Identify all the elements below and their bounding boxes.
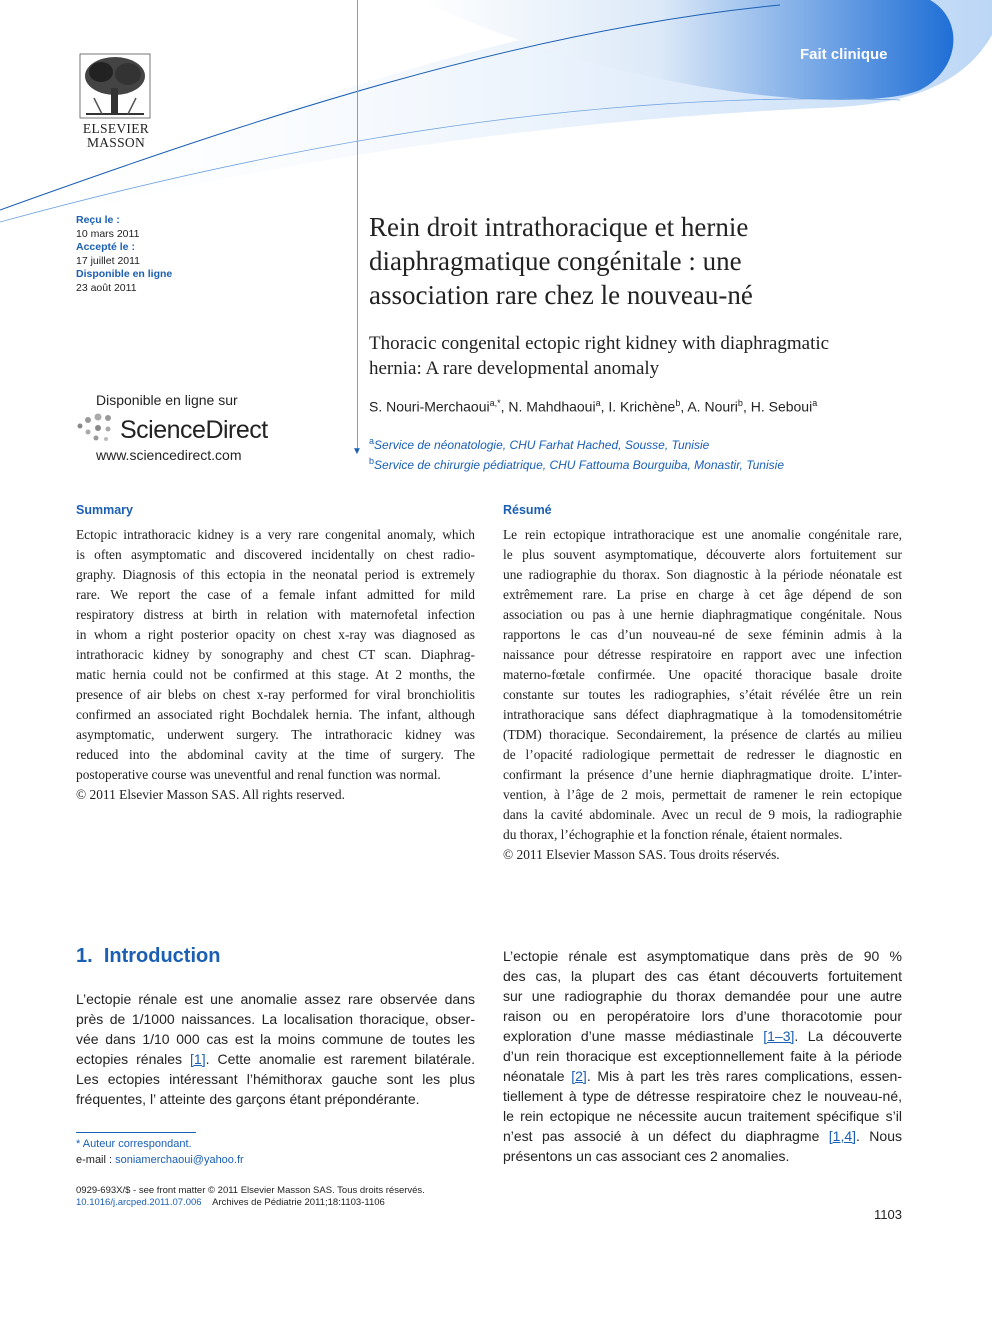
body-text: L’ectopie rénale est asymptomatique dans près de 90 % bbox=[503, 948, 902, 964]
accepted-label: Accepté le : bbox=[76, 241, 135, 253]
vertical-divider bbox=[357, 0, 358, 450]
affiliation-text: Service de chirurgie pédiatrique, CHU Fattouma Bourguiba, Monastir, Tunisie bbox=[374, 458, 784, 472]
resume-line: du thorax, l’échographie et la fonction rénale, étaient normales. bbox=[503, 827, 843, 842]
available-online-text: Disponible en ligne sur bbox=[96, 392, 238, 408]
resume-line: materno-fœtale confirmée. Une opacité thoracique basale droite bbox=[503, 667, 902, 682]
email-link[interactable]: soniamerchaoui@yahoo.fr bbox=[115, 1154, 244, 1166]
body-line bbox=[503, 1146, 902, 1166]
affiliation-sup: b bbox=[369, 456, 375, 466]
resume-heading: Résumé bbox=[503, 503, 552, 517]
body-line bbox=[503, 946, 902, 966]
elsevier-tree-logo bbox=[76, 52, 154, 122]
resume-line: de l’opacité radiologique permettait de redresser le diagnostic en bbox=[503, 747, 902, 762]
body-line bbox=[503, 1026, 902, 1046]
citation-link[interactable]: [2] bbox=[571, 1068, 587, 1084]
online-label: Disponible en ligne bbox=[76, 268, 173, 280]
body-text: d’un rein thoracique est exceptionnellement faite à la période bbox=[503, 1048, 902, 1064]
title-line: Rein droit intrathoracique et hernie bbox=[369, 212, 749, 242]
author-name: A. Nouri bbox=[687, 398, 738, 415]
author-name: S. Nouri-Merchaoui bbox=[369, 398, 490, 415]
affiliation bbox=[369, 433, 969, 453]
resume-line: naissance pour détresse respiratoire en rapport avec une infection bbox=[503, 647, 902, 662]
email-label: e-mail : bbox=[76, 1154, 116, 1166]
summary-line: is often asymptomatic and discovered incidentally on chest radio- bbox=[76, 547, 475, 562]
body-text: . Nous bbox=[856, 1128, 902, 1144]
affiliation-sup: a bbox=[369, 436, 375, 446]
intro-left-column bbox=[76, 989, 475, 1109]
author-sup: b bbox=[737, 398, 743, 408]
article-title bbox=[369, 210, 929, 312]
received-date: 10 mars 2011 bbox=[76, 227, 140, 240]
author-name: I. Krichène bbox=[608, 398, 676, 415]
author-sup: a bbox=[595, 398, 601, 408]
summary-line: respiratory distress at birth in relation with maternofetal infection bbox=[76, 607, 475, 622]
arrow-down-icon: ▼ bbox=[352, 446, 362, 457]
citation-link[interactable]: [1,4] bbox=[828, 1128, 857, 1144]
author-list: S. Nouri-Merchaoui$^{a,*}$, N. Mahdhaoui$^a$, I. Krichène$^b$, A. Nouri$^b$, H. Seboui$^a$ bbox=[369, 398, 818, 415]
body-text: raison ou en peropératoire lors d’une thoracotomie pour bbox=[503, 1008, 902, 1024]
issn-line: 0929-693X/$ - see front matter © 2011 Elsevier Masson SAS. Tous droits réservés. bbox=[76, 1185, 425, 1196]
summary-body bbox=[76, 525, 475, 805]
body-text: . Mis à part les très rares complications, essen- bbox=[586, 1068, 902, 1084]
body-line bbox=[503, 986, 902, 1006]
body-line bbox=[503, 1086, 902, 1106]
citation-link[interactable]: [1] bbox=[190, 1051, 206, 1067]
body-text: vée dans 1/10 000 cas est la moins commune de toutes les bbox=[76, 1031, 475, 1047]
intro-right-column bbox=[503, 946, 902, 1166]
doi-link[interactable]: 10.1016/j.arcped.2011.07.006 bbox=[76, 1197, 202, 1208]
resume-line: vention, à l’âge de 2 mois, permettait de ramener le rein ectopique bbox=[503, 787, 902, 802]
footer-meta bbox=[76, 1185, 425, 1209]
resume-line: dans la cavité abdominale. Avec un recul de 9 mois, la radiographie bbox=[503, 807, 902, 822]
section-title: Introduction bbox=[103, 945, 221, 967]
summary-line: asymptomatic, underwent surgery. The intrathoracic kidney was bbox=[76, 727, 475, 742]
body-text: ectopies rénales bbox=[76, 1051, 191, 1067]
body-text: tiellement à type de détresse respiratoire chez le nouveau-né, bbox=[503, 1088, 902, 1104]
publisher-name-line1: ELSEVIER bbox=[82, 121, 150, 136]
summary-line: postoperative course was uneventful and renal function was normal. bbox=[76, 767, 441, 782]
subtitle-line: hernia: A rare developmental anomaly bbox=[369, 358, 660, 379]
resume-line: intrathoracique sans défect diaphragmatique à la tomodensitométrie bbox=[503, 707, 902, 722]
summary-line: matic hernia could not be confirmed at this stage. At 2 months, the bbox=[76, 667, 475, 682]
title-line: diaphragmatique congénitale : une bbox=[369, 246, 742, 276]
summary-heading: Summary bbox=[76, 503, 133, 517]
author-sup: a bbox=[812, 398, 818, 408]
article-history bbox=[76, 214, 172, 295]
body-text: n’est pas associé à un défect du diaphragme bbox=[503, 1128, 829, 1144]
body-text: présentons un cas associant ces 2 anomalies. bbox=[503, 1148, 790, 1164]
resume-line: © 2011 Elsevier Masson SAS. Tous droits réservés. bbox=[503, 847, 780, 862]
summary-line: graphy. Diagnosis of this ectopia in the neonatal period is extremely bbox=[76, 567, 475, 582]
section-label: Fait clinique bbox=[800, 46, 888, 63]
body-text: néonatale bbox=[503, 1068, 572, 1084]
sciencedirect-url[interactable]: www.sciencedirect.com bbox=[96, 447, 242, 463]
resume-line: confirmant la présence d’une hernie diaphragmatique droite. L’inter- bbox=[503, 767, 902, 782]
body-line bbox=[503, 1106, 902, 1126]
body-text: . La découverte bbox=[794, 1028, 902, 1044]
section-heading-introduction bbox=[76, 945, 220, 968]
body-text: le rein ectopique ne nécessite aucun traitement spécifique s’il bbox=[503, 1108, 902, 1124]
resume-line: rapportons le cas d’un nouveau-né de sexe féminin admis à la bbox=[503, 627, 902, 642]
body-line bbox=[76, 1029, 475, 1049]
resume-line: une radiographie du thorax. Son diagnostic à la période néonatale est bbox=[503, 567, 902, 582]
author-sup: b bbox=[675, 398, 681, 408]
journal-citation: Archives de Pédiatrie 2011;18:1103-1106 bbox=[212, 1197, 385, 1208]
body-line bbox=[503, 1126, 902, 1146]
body-line bbox=[76, 1009, 475, 1029]
publisher-name-line2: MASSON bbox=[86, 135, 146, 150]
body-text: exploration d’une masse médiastinale bbox=[503, 1028, 764, 1044]
online-date: 23 août 2011 bbox=[76, 281, 137, 294]
affiliation-text: Service de néonatologie, CHU Farhat Hached, Sousse, Tunisie bbox=[374, 438, 710, 452]
resume-line: constante sur toutes les radiographies, s’était révélée être un rein bbox=[503, 687, 902, 702]
author-name: N. Mahdhaoui bbox=[508, 398, 596, 415]
summary-line: rare. We report the case of a female infant admitted for mild bbox=[76, 587, 475, 602]
summary-line: presence of air blebs on chest x-ray performed for viral bronchiolitis bbox=[76, 687, 475, 702]
resume-line: association ou pas à une hernie diaphragmatique congénitale. Nous bbox=[503, 607, 902, 622]
summary-line: intrathoracic kidney by sonography and chest CT scan. Diaphrag- bbox=[76, 647, 475, 662]
summary-line: confirmed an associated right Bochdalek hernia. The infant, although bbox=[76, 707, 475, 722]
body-line bbox=[76, 1049, 475, 1069]
resume-line: extrêmement rare. La prise en charge à cet âge dépend de son bbox=[503, 587, 902, 602]
body-text: des cas, la plupart des cas étant découverts fortuitement bbox=[503, 968, 902, 984]
citation-link[interactable]: [1–3] bbox=[763, 1028, 795, 1044]
body-line bbox=[76, 989, 475, 1009]
body-line bbox=[76, 1069, 475, 1089]
body-line bbox=[76, 1089, 475, 1109]
body-text: Les ectopies intéressant l’hémithorax gauche sont les plus bbox=[76, 1071, 475, 1087]
resume-line: Le rein ectopique intrathoracique est une anomalie congénitale rare, bbox=[503, 527, 902, 542]
subtitle-line: Thoracic congenital ectopic right kidney with diaphragmatic bbox=[369, 333, 830, 354]
body-line bbox=[503, 1066, 902, 1086]
body-text: . Cette anomalie est rarement bilatérale. bbox=[205, 1051, 476, 1067]
author-name: H. Seboui bbox=[750, 398, 813, 415]
body-text: sur une radiographie du thorax demandée pour une autre bbox=[503, 988, 902, 1004]
author-sup: a,* bbox=[489, 398, 501, 408]
corresponding-author-label: * Auteur correspondant. bbox=[76, 1138, 192, 1150]
body-text: L’ectopie rénale est une anomalie assez rare observée dans bbox=[76, 991, 475, 1007]
body-line bbox=[503, 966, 902, 986]
body-line bbox=[503, 1006, 902, 1026]
summary-line: in whom a right posterior opacity on chest x-ray was diagnosed as bbox=[76, 627, 475, 642]
footnote-rule bbox=[76, 1132, 196, 1133]
body-text: fréquentes, l’ atteinte des garçons étant prépondérante. bbox=[76, 1091, 420, 1107]
affiliations bbox=[369, 433, 969, 473]
body-text: près de 1/1000 naissances. La localisation thoracique, obser- bbox=[76, 1011, 475, 1027]
received-label: Reçu le : bbox=[76, 214, 120, 226]
accepted-date: 17 juillet 2011 bbox=[76, 254, 141, 267]
section-number: 1. bbox=[76, 945, 93, 967]
title-line: association rare chez le nouveau-né bbox=[369, 280, 753, 310]
summary-line: reduced into the abdominal cavity at the time of surgery. The bbox=[76, 747, 475, 762]
body-line bbox=[503, 1046, 902, 1066]
article-subtitle bbox=[369, 331, 929, 381]
resume-body bbox=[503, 525, 902, 865]
resume-line: le plus souvent asymptomatique, découverte alors fortuitement sur bbox=[503, 547, 902, 562]
summary-line: Ectopic intrathoracic kidney is a very rare congenital anomaly, which bbox=[76, 527, 475, 542]
sciencedirect-brand: ScienceDirect bbox=[120, 416, 268, 444]
affiliation bbox=[369, 453, 969, 473]
footnote bbox=[76, 1136, 244, 1168]
summary-line: © 2011 Elsevier Masson SAS. All rights reserved. bbox=[76, 787, 345, 802]
resume-line: (TDM) thoracique. Secondairement, la présence de clartés au milieu bbox=[503, 727, 902, 742]
sciencedirect-dots-icon bbox=[74, 412, 118, 444]
page-number: 1103 bbox=[874, 1207, 902, 1222]
